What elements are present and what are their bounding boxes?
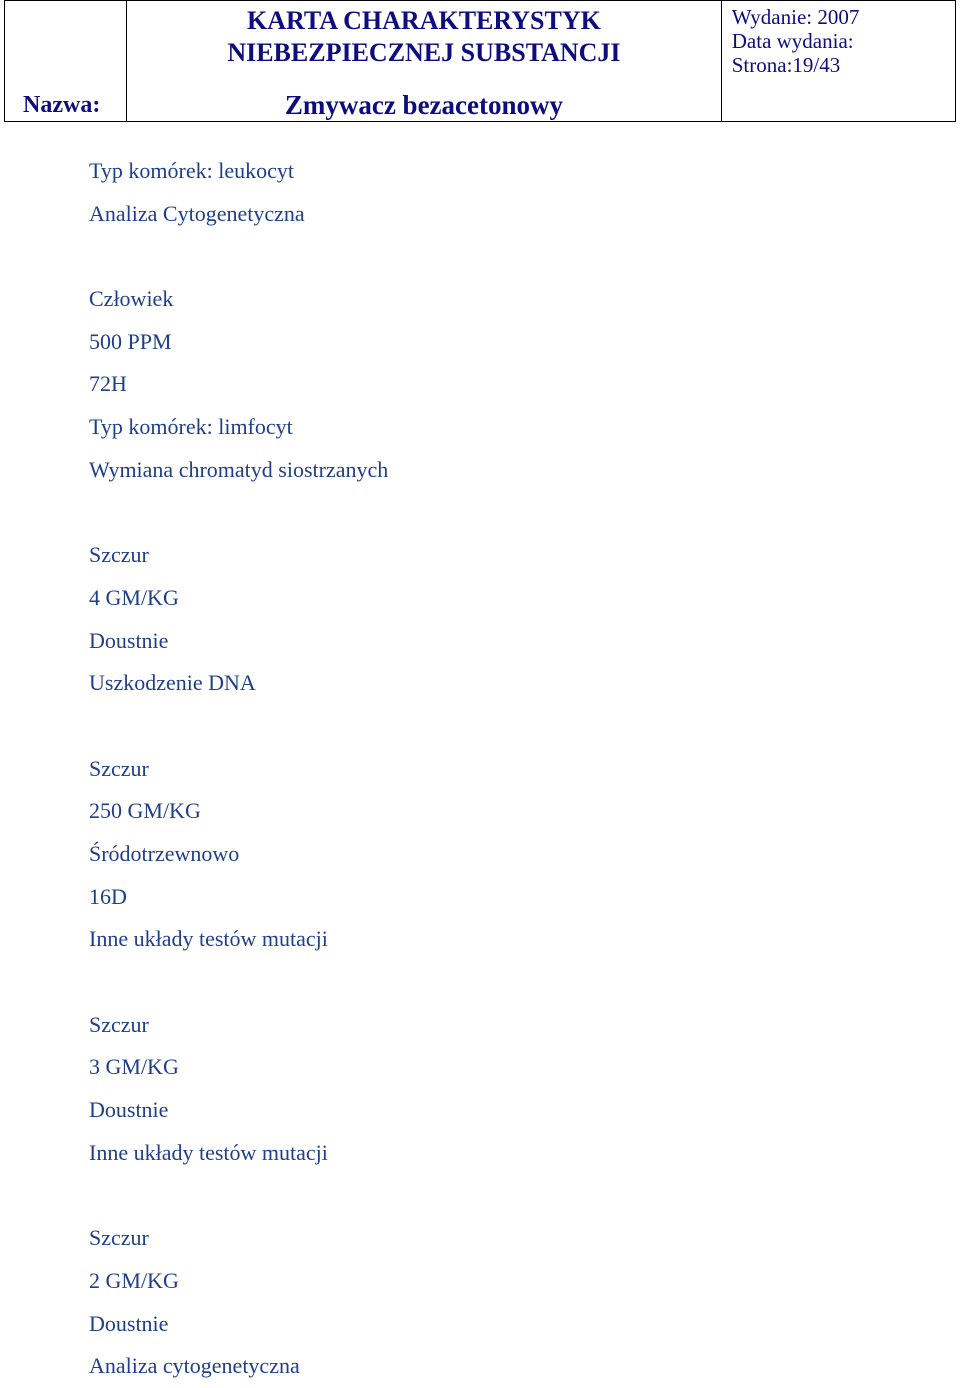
issue-date-text: Data wydania:: [731, 29, 854, 53]
entry-line: Szczur: [89, 1011, 149, 1037]
document-meta: [721, 1, 955, 122]
title-line-2: NIEBEZPIECZNEJ SUBSTANCJI: [227, 38, 621, 67]
entry-line: 16D: [89, 883, 127, 909]
entry-line: Doustnie: [89, 1310, 169, 1336]
entry-line: Doustnie: [89, 627, 169, 653]
entry-line: Śródotrzewnowo: [89, 841, 240, 866]
entry-line: Analiza Cytogenetyczna: [89, 200, 305, 226]
entry-line: Doustnie: [89, 1097, 169, 1123]
entry-block: [89, 278, 929, 491]
entry-line: Typ komórek: limfocyt: [89, 414, 293, 440]
document-title: [127, 1, 722, 84]
entry-block: [89, 1217, 929, 1388]
entry-line: 250 GM/KG: [89, 798, 201, 824]
entry-line: Analiza cytogenetyczna: [89, 1353, 300, 1379]
name-label: Nazwa:: [5, 83, 127, 122]
label-cell-top: [5, 1, 127, 84]
entry-line: Typ komórek: leukocyt: [89, 158, 294, 183]
entry-line: Szczur: [89, 755, 149, 781]
document-body: [89, 150, 929, 1388]
entry-block: [89, 1004, 929, 1175]
entry-block: [89, 534, 929, 705]
entry-line: 500 PPM: [89, 328, 172, 354]
entry-line: 2 GM/KG: [89, 1267, 179, 1293]
entry-line: Szczur: [89, 542, 149, 568]
document-header: [4, 0, 956, 122]
page-number-text: Strona:19/43: [731, 53, 841, 77]
product-name: Zmywacz bezacetonowy: [127, 83, 722, 122]
title-line-1: KARTA CHARAKTERYSTYK: [247, 6, 601, 35]
entry-block: [89, 150, 929, 235]
entry-line: Uszkodzenie DNA: [89, 670, 256, 696]
entry-line: Szczur: [89, 1225, 149, 1251]
entry-line: Człowiek: [89, 286, 174, 312]
entry-line: 4 GM/KG: [89, 584, 179, 610]
entry-block: [89, 748, 929, 961]
entry-line: Wymiana chromatyd siostrzanych: [89, 456, 389, 482]
entry-line: 3 GM/KG: [89, 1054, 179, 1080]
entry-line: 72H: [89, 371, 127, 397]
entry-line: Inne układy testów mutacji: [89, 1139, 328, 1165]
entry-line: Inne układy testów mutacji: [89, 926, 328, 952]
edition-text: Wydanie: 2007: [731, 5, 860, 29]
